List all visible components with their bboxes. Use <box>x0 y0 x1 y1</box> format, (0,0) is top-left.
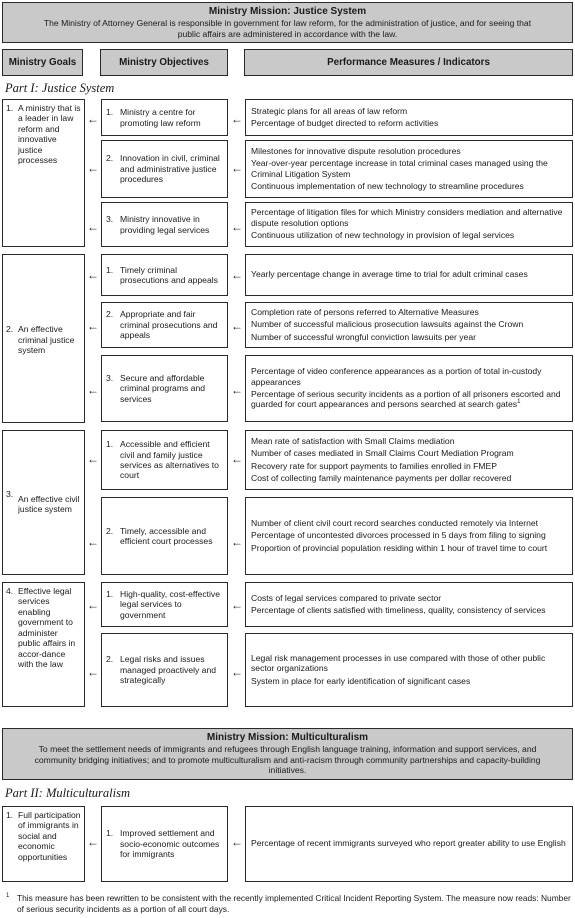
objective-3-2 <box>101 497 228 575</box>
arrow-left-icon: ← <box>231 383 243 397</box>
measure-text: Percentage of serious security incidents as a portion of all prisoners escorted and guarded for court appearances and persons searched at search gates <box>251 389 561 410</box>
measure-item: Milestones for innovative dispute resolution procedures <box>251 145 461 156</box>
arrow-left-icon: ← <box>87 268 99 282</box>
objective-1-1 <box>101 99 228 136</box>
objective-number: 3. <box>106 214 114 225</box>
arrow-left-icon: ← <box>231 112 243 126</box>
measures-p2-1 <box>245 806 573 882</box>
mission-justice-box <box>2 2 573 43</box>
measure-item: System in place for early identification of significant cases <box>251 675 471 686</box>
arrow-left-icon: ← <box>87 598 99 612</box>
part1-title: Part I: Justice System <box>5 81 115 95</box>
objective-text: Ministry innovative in providing legal services <box>120 214 210 235</box>
objective-text: Appropriate and fair criminal prosecutions and appeals <box>120 309 218 341</box>
mission-multiculturalism-text: To meet the settlement needs of immigrants and refugees through English language training, information and support services, and community bridging initiatives; and to promote multiculturalism and anti-racism through community partnerships and capacity-building initiatives. <box>34 744 541 776</box>
measure-item: Percentage of clients satisfied with timeliness, quality, consistency of services <box>251 605 546 615</box>
arrow-left-icon: ← <box>87 535 99 549</box>
arrow-left-icon: ← <box>87 383 99 397</box>
measure-item: Percentage of budget directed to reform activities <box>251 118 439 128</box>
objective-number: 1. <box>106 588 114 599</box>
arrow-left-icon: ← <box>87 665 99 679</box>
measure-item: Number of successful malicious prosecution lawsuits against the Crown <box>251 319 524 330</box>
measures-3-1 <box>245 430 573 490</box>
objective-2-3 <box>101 355 228 422</box>
measure-item: Continuous utilization of new technology in provision of legal services <box>251 230 515 241</box>
measures-2-3 <box>245 355 573 422</box>
objective-4-2 <box>101 633 228 707</box>
footnote-text: This measure has been rewritten to be consistent with the recently implemented Critical Incident Reporting System. The measure now reads: Number of serious security incidents as a portion of all court days. <box>17 893 571 914</box>
mission-multiculturalism-box <box>2 728 573 780</box>
objective-1-2 <box>101 140 228 198</box>
arrow-left-icon: ← <box>231 268 243 282</box>
mission-justice-title: Ministry Mission: Justice System <box>208 6 367 17</box>
measures-4-1 <box>245 582 573 627</box>
goal-number: 4. <box>6 586 14 596</box>
mission-multiculturalism-title: Ministry Mission: Multiculturalism <box>206 732 369 743</box>
arrow-left-icon: ← <box>87 835 99 849</box>
objective-number: 1. <box>106 439 114 450</box>
arrow-left-icon: ← <box>87 112 99 126</box>
measure-item: Costs of legal services compared to private sector <box>251 592 442 603</box>
arrow-left-icon: ← <box>231 452 243 466</box>
footnote-number: 1 <box>6 893 10 899</box>
part2-title: Part II: Multiculturalism <box>5 786 130 800</box>
objective-number: 2. <box>106 654 114 665</box>
measure-item <box>251 389 568 410</box>
measure-item: Percentage of uncontested divorces processed in 5 days from filing to signing <box>251 530 546 541</box>
objective-text: Legal risks and issues managed proactively and strategically <box>120 654 217 686</box>
measure-item: Recovery rate for support payments to families enrolled in FMEP <box>251 460 497 471</box>
goal-1 <box>2 99 85 247</box>
objective-number: 3. <box>106 372 114 383</box>
measures-1-2 <box>245 140 573 198</box>
objective-number: 1. <box>106 828 114 839</box>
footnote-marker: 1 <box>517 399 521 406</box>
objective-text: Timely, accessible and efficient court processes <box>120 525 213 546</box>
objective-1-3 <box>101 202 228 247</box>
measures-2-1 <box>245 254 573 296</box>
objective-p2-1 <box>101 806 228 882</box>
arrow-left-icon: ← <box>231 665 243 679</box>
measure-item: Percentage of video conference appearances as a portion of total in-custody appearances <box>251 366 542 387</box>
objective-number: 1. <box>106 107 114 118</box>
measure-item: Number of successful wrongful conviction lawsuits per year <box>251 331 476 342</box>
objective-number: 2. <box>106 309 114 320</box>
header-goals: Ministry Goals <box>2 49 83 76</box>
objective-number: 1. <box>106 264 114 275</box>
measure-item: Yearly percentage change in average time to trial for adult criminal cases <box>251 269 528 280</box>
arrow-left-icon: ← <box>231 535 243 549</box>
objective-2-2 <box>101 302 228 348</box>
goal-2 <box>2 254 85 423</box>
objective-text: Ministry a centre for promoting law reform <box>120 107 201 128</box>
measure-item: Proportion of provincial population residing within 1 hour of travel time to court <box>251 542 548 553</box>
measures-1-3 <box>245 202 573 247</box>
arrow-left-icon: ← <box>231 835 243 849</box>
mission-justice-text: The Ministry of Attorney General is responsible in government for law reform, for the administration of justice, and for seeing that public affairs are administered in accordance with the law. <box>43 18 532 39</box>
objective-text: Accessible and efficient civil and family justice services as alternatives to court <box>120 439 219 481</box>
arrow-left-icon: ← <box>87 161 99 175</box>
header-objectives: Ministry Objectives <box>100 49 228 76</box>
measure-item: Number of cases mediated in Small Claims Court Mediation Program <box>251 448 514 459</box>
measure-item: Percentage of recent immigrants surveyed who report greater ability to use English <box>251 838 566 849</box>
goal-4 <box>2 582 85 707</box>
arrow-left-icon: ← <box>87 452 99 466</box>
objective-number: 2. <box>106 525 114 536</box>
measure-item: Number of client civil court record searches conducted remotely via Internet <box>251 517 539 528</box>
measures-1-1 <box>245 99 573 136</box>
measures-3-2 <box>245 497 573 575</box>
objective-text: High-quality, cost-effective legal services to government <box>120 588 220 620</box>
objective-text: Timely criminal prosecutions and appeals <box>120 264 218 285</box>
arrow-left-icon: ← <box>231 319 243 333</box>
objective-text: Innovation in civil, criminal and administrative justice procedures <box>120 153 220 185</box>
measures-4-2 <box>245 633 573 707</box>
objective-number: 2. <box>106 153 114 164</box>
measure-item: Mean rate of satisfaction with Small Claims mediation <box>251 435 455 446</box>
measure-item: Strategic plans for all areas of law reform <box>251 105 408 116</box>
objective-4-1 <box>101 582 228 627</box>
arrow-left-icon: ← <box>231 598 243 612</box>
goal-text: Full participation of immigrants in social and economic opportunities <box>18 810 81 862</box>
measure-item: Completion rate of persons referred to Alternative Measures <box>251 306 479 317</box>
goal-3 <box>2 430 85 575</box>
objective-text: Secure and affordable criminal programs and services <box>120 372 206 404</box>
footnote <box>3 893 572 914</box>
objective-3-1 <box>101 430 228 490</box>
arrow-left-icon: ← <box>87 220 99 234</box>
goal-text: An effective criminal justice system <box>18 324 75 356</box>
objective-text: Improved settlement and socio-economic outcomes for immigrants <box>120 828 220 860</box>
goal-text: A ministry that is a leader in law reform and innovative justice processes <box>18 103 81 166</box>
objective-2-1 <box>101 254 228 296</box>
measure-item: Cost of collecting family maintenance payments per dollar recovered <box>251 472 512 483</box>
arrow-left-icon: ← <box>231 220 243 234</box>
arrow-left-icon: ← <box>87 319 99 333</box>
measure-item: Percentage of litigation files for which Ministry considers mediation and alternative dispute resolution options <box>251 207 563 228</box>
measure-item: Year-over-year percentage increase in total criminal cases managed using the Criminal Litigation System <box>251 158 548 179</box>
header-measures: Performance Measures / Indicators <box>244 49 573 76</box>
measures-2-2 <box>245 302 573 348</box>
goal-text: Effective legal services enabling government to administer public affairs in accor-dance with the law <box>18 586 76 670</box>
measure-item: Continuous implementation of new technology to streamline procedures <box>251 180 524 191</box>
goal-number: 2. <box>6 324 14 334</box>
goal-number: 1. <box>6 103 14 113</box>
measure-item: Legal risk management processes in use compared with those of other public sector organizations <box>251 652 546 674</box>
goal-p2-1 <box>2 806 85 882</box>
goal-number: 3. <box>6 489 14 499</box>
arrow-left-icon: ← <box>231 161 243 175</box>
goal-text: An effective civil justice system <box>18 493 80 514</box>
goal-number: 1. <box>6 810 14 820</box>
